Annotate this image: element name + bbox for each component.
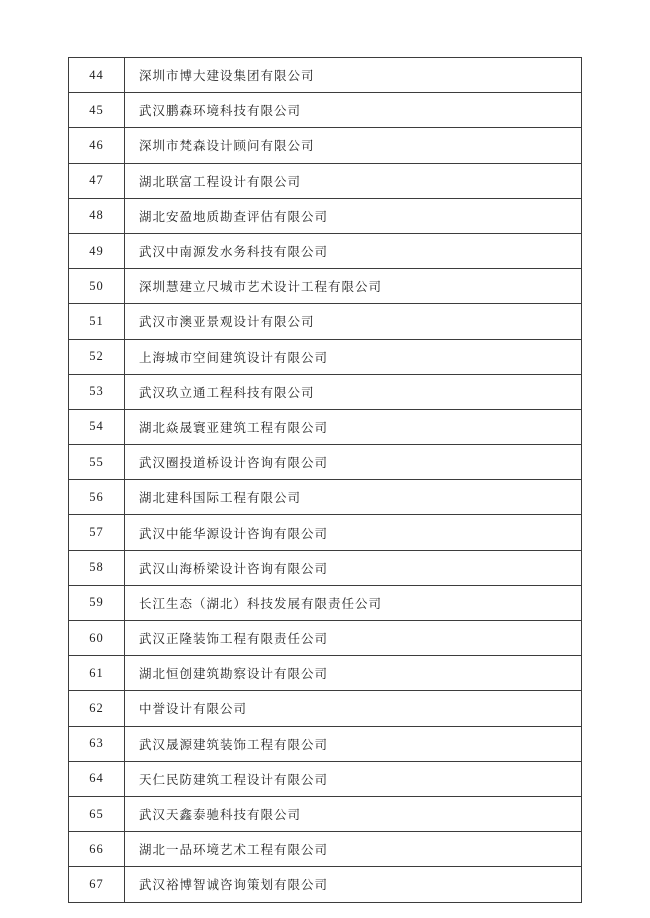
table-row bbox=[69, 691, 582, 726]
row-number: 50 bbox=[69, 269, 125, 304]
company-name: 天仁民防建筑工程设计有限公司 bbox=[125, 761, 582, 796]
table-row bbox=[69, 304, 582, 339]
company-name: 湖北建科国际工程有限公司 bbox=[125, 480, 582, 515]
table-row bbox=[69, 374, 582, 409]
company-name: 武汉正隆装饰工程有限责任公司 bbox=[125, 621, 582, 656]
company-name: 武汉天鑫泰驰科技有限公司 bbox=[125, 796, 582, 831]
company-name: 武汉裕博智诚咨询策划有限公司 bbox=[125, 867, 582, 902]
table-row bbox=[69, 339, 582, 374]
row-number: 49 bbox=[69, 233, 125, 268]
table-row bbox=[69, 198, 582, 233]
company-name: 武汉鹏森环境科技有限公司 bbox=[125, 93, 582, 128]
row-number: 64 bbox=[69, 761, 125, 796]
table-row bbox=[69, 621, 582, 656]
table-row bbox=[69, 163, 582, 198]
table-row bbox=[69, 93, 582, 128]
company-name: 深圳慧建立尺城市艺术设计工程有限公司 bbox=[125, 269, 582, 304]
company-name: 深圳市梵森设计顾问有限公司 bbox=[125, 128, 582, 163]
table-row bbox=[69, 58, 582, 93]
table-row bbox=[69, 269, 582, 304]
table-row bbox=[69, 761, 582, 796]
row-number: 67 bbox=[69, 867, 125, 902]
row-number: 60 bbox=[69, 621, 125, 656]
company-table-body bbox=[69, 58, 582, 903]
table-row bbox=[69, 128, 582, 163]
company-name: 武汉山海桥梁设计咨询有限公司 bbox=[125, 550, 582, 585]
row-number: 52 bbox=[69, 339, 125, 374]
row-number: 44 bbox=[69, 58, 125, 93]
table-row bbox=[69, 867, 582, 902]
row-number: 48 bbox=[69, 198, 125, 233]
company-name: 湖北焱晟寰亚建筑工程有限公司 bbox=[125, 409, 582, 444]
company-name: 武汉玖立通工程科技有限公司 bbox=[125, 374, 582, 409]
row-number: 58 bbox=[69, 550, 125, 585]
table-row bbox=[69, 515, 582, 550]
company-name: 武汉晟源建筑装饰工程有限公司 bbox=[125, 726, 582, 761]
row-number: 45 bbox=[69, 93, 125, 128]
row-number: 55 bbox=[69, 445, 125, 480]
table-row bbox=[69, 726, 582, 761]
row-number: 61 bbox=[69, 656, 125, 691]
company-name: 武汉中能华源设计咨询有限公司 bbox=[125, 515, 582, 550]
row-number: 54 bbox=[69, 409, 125, 444]
row-number: 46 bbox=[69, 128, 125, 163]
row-number: 56 bbox=[69, 480, 125, 515]
table-row bbox=[69, 796, 582, 831]
row-number: 57 bbox=[69, 515, 125, 550]
table-row bbox=[69, 656, 582, 691]
table-row bbox=[69, 233, 582, 268]
row-number: 66 bbox=[69, 832, 125, 867]
row-number: 63 bbox=[69, 726, 125, 761]
company-name: 武汉中南源发水务科技有限公司 bbox=[125, 233, 582, 268]
company-name: 湖北恒创建筑勘察设计有限公司 bbox=[125, 656, 582, 691]
company-name: 中誉设计有限公司 bbox=[125, 691, 582, 726]
table-row bbox=[69, 480, 582, 515]
row-number: 53 bbox=[69, 374, 125, 409]
company-name: 湖北一品环境艺术工程有限公司 bbox=[125, 832, 582, 867]
row-number: 51 bbox=[69, 304, 125, 339]
row-number: 65 bbox=[69, 796, 125, 831]
row-number: 59 bbox=[69, 585, 125, 620]
table-row bbox=[69, 550, 582, 585]
company-name: 湖北安盈地质勘查评估有限公司 bbox=[125, 198, 582, 233]
table-row bbox=[69, 409, 582, 444]
table-row bbox=[69, 832, 582, 867]
table-row bbox=[69, 445, 582, 480]
row-number: 47 bbox=[69, 163, 125, 198]
table-row bbox=[69, 585, 582, 620]
company-list-table bbox=[68, 57, 582, 903]
company-name: 长江生态（湖北）科技发展有限责任公司 bbox=[125, 585, 582, 620]
company-name: 武汉市澳亚景观设计有限公司 bbox=[125, 304, 582, 339]
company-name: 深圳市博大建设集团有限公司 bbox=[125, 58, 582, 93]
company-name: 湖北联富工程设计有限公司 bbox=[125, 163, 582, 198]
row-number: 62 bbox=[69, 691, 125, 726]
company-name: 上海城市空间建筑设计有限公司 bbox=[125, 339, 582, 374]
company-name: 武汉圈投道桥设计咨询有限公司 bbox=[125, 445, 582, 480]
